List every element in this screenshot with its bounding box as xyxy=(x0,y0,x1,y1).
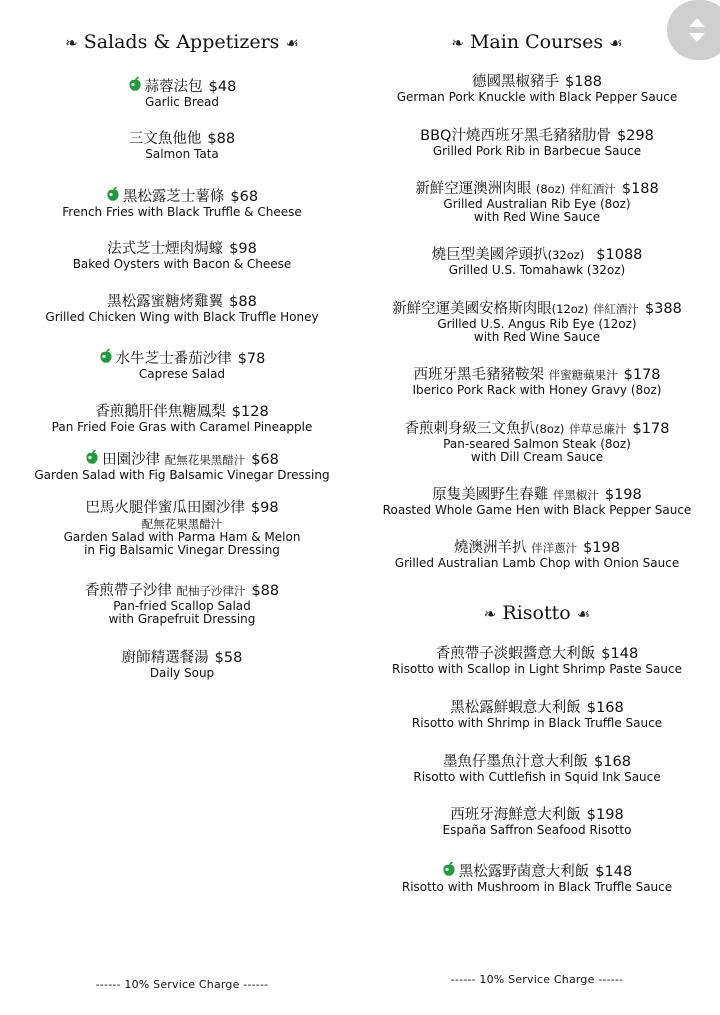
menu-item: BBQ汁燒西班牙黑毛豬豬肋骨 $298 Grilled Pork Rib in Barbecue Sauce xyxy=(420,128,654,158)
ornament-left-icon: ❧ xyxy=(451,34,464,52)
service-charge-note: ------ 10% Service Charge ------ xyxy=(95,978,269,991)
service-charge-note: ------ 10% Service Charge ------ xyxy=(450,973,624,986)
menu-item: 燒巨型美國斧頭扒(32oz) $1088 Grilled U.S. Tomahawk (32oz) xyxy=(431,247,643,277)
menu-item: 法式芝士煙肉焗蠔 $98 Baked Oysters with Bacon & Cheese xyxy=(72,241,292,271)
menu-item: 黑松露蜜糖烤雞翼 $88 Grilled Chicken Wing with Black Truffle Honey xyxy=(45,294,319,324)
menu-item: 原隻美國野生春雞 伴黑椒汁 $198 Roasted Whole Game Hen with Black Pepper Sauce xyxy=(382,487,692,517)
section-heading-risotto: ❧ Risotto ☙ xyxy=(483,602,591,624)
menu-item: 燒澳洲羊扒 伴洋蔥汁 $198 Grilled Australian Lamb Chop with Onion Sauce xyxy=(394,540,680,570)
vegetarian-icon xyxy=(442,861,456,877)
vegetarian-icon xyxy=(99,348,113,364)
ornament-left-icon: ❧ xyxy=(65,34,78,52)
ornament-left-icon: ❧ xyxy=(483,605,497,623)
menu-item: 水牛芝士番茄沙律 $78 Caprese Salad xyxy=(2,348,362,381)
section-heading-main-courses: ❧ Main Courses ☙ xyxy=(451,31,623,53)
menu-item: 黑松露鮮蝦意大利飯 $168 Risotto with Shrimp in Black Truffle Sauce xyxy=(411,700,663,730)
menu-item: 三文魚他他 $88 Salmon Tata xyxy=(128,131,236,161)
menu-item: 巴馬火腿伴蜜瓜田園沙律 $98 配無花果黑醋汁 Garden Salad with Parma Ham & Melon in Fig Balsamic Vinegar Dressing xyxy=(63,500,301,557)
section-heading-appetizers: ❧ Salads & Appetizers ☙ xyxy=(65,31,299,53)
menu-item: 西班牙黑毛豬豬鞍架 伴蜜糖蘋果汁 $178 Iberico Pork Rack with Honey Gravy (8oz) xyxy=(412,367,662,397)
menu-item: 香煎帶子淡蝦醬意大利飯 $148 Risotto with Scallop in Light Shrimp Paste Sauce xyxy=(391,646,682,676)
ornament-right-icon: ☙ xyxy=(576,605,591,623)
menu-item: 德國黑椒豬手 $188 German Pork Knuckle with Black Pepper Sauce xyxy=(396,74,678,104)
vegetarian-icon xyxy=(85,449,99,465)
menu-item: 香煎鵝肝伴焦糖鳳梨 $128 Pan Fried Foie Gras with Caramel Pineapple xyxy=(51,404,313,434)
menu-item: 黑松露野菌意大利飯 $148 Risotto with Mushroom in Black Truffle Sauce xyxy=(357,861,717,894)
menu-item: 香煎刺身級三文魚扒(8oz) 伴草忌廉汁 $178 Pan-seared Salmon Steak (8oz) with Dill Cream Sauce xyxy=(404,421,670,464)
menu-item: 黑松露芝士薯條 $68 French Fries with Black Truffle & Cheese xyxy=(2,186,362,219)
vegetarian-icon xyxy=(128,76,142,92)
menu-item: 墨魚仔墨魚汁意大利飯 $168 Risotto with Cuttlefish in Squid Ink Sauce xyxy=(413,754,661,784)
menu-item: 蒜蓉法包 $48 Garlic Bread xyxy=(2,76,362,109)
main-courses-column xyxy=(357,0,717,1015)
menu-item: 新鮮空運澳洲肉眼 (8oz) 伴紅酒汁 $188 Grilled Australian Rib Eye (8oz) with Red Wine Sauce xyxy=(415,181,659,224)
ornament-right-icon: ☙ xyxy=(609,34,623,52)
ornament-right-icon: ☙ xyxy=(285,34,299,52)
menu-item: 香煎帶子沙律 配柚子沙律汁 $88 Pan-fried Scallop Salad with Grapefruit Dressing xyxy=(84,583,280,626)
menu-item: 西班牙海鮮意大利飯 $198 España Saffron Seafood Risotto xyxy=(442,807,632,837)
menu-item: 廚師精選餐湯 $58 Daily Soup xyxy=(121,650,243,680)
menu-item: 田園沙律 配無花果黑醋汁 $68 Garden Salad with Fig Balsamic Vinegar Dressing xyxy=(2,449,362,482)
menu-item: 新鮮空運美國安格斯肉眼(12oz) 伴紅酒汁 $388 Grilled U.S. Angus Rib Eye (12oz) with Red Wine Sauce xyxy=(392,301,682,344)
vegetarian-icon xyxy=(106,186,120,202)
appetizers-column xyxy=(2,0,362,1015)
